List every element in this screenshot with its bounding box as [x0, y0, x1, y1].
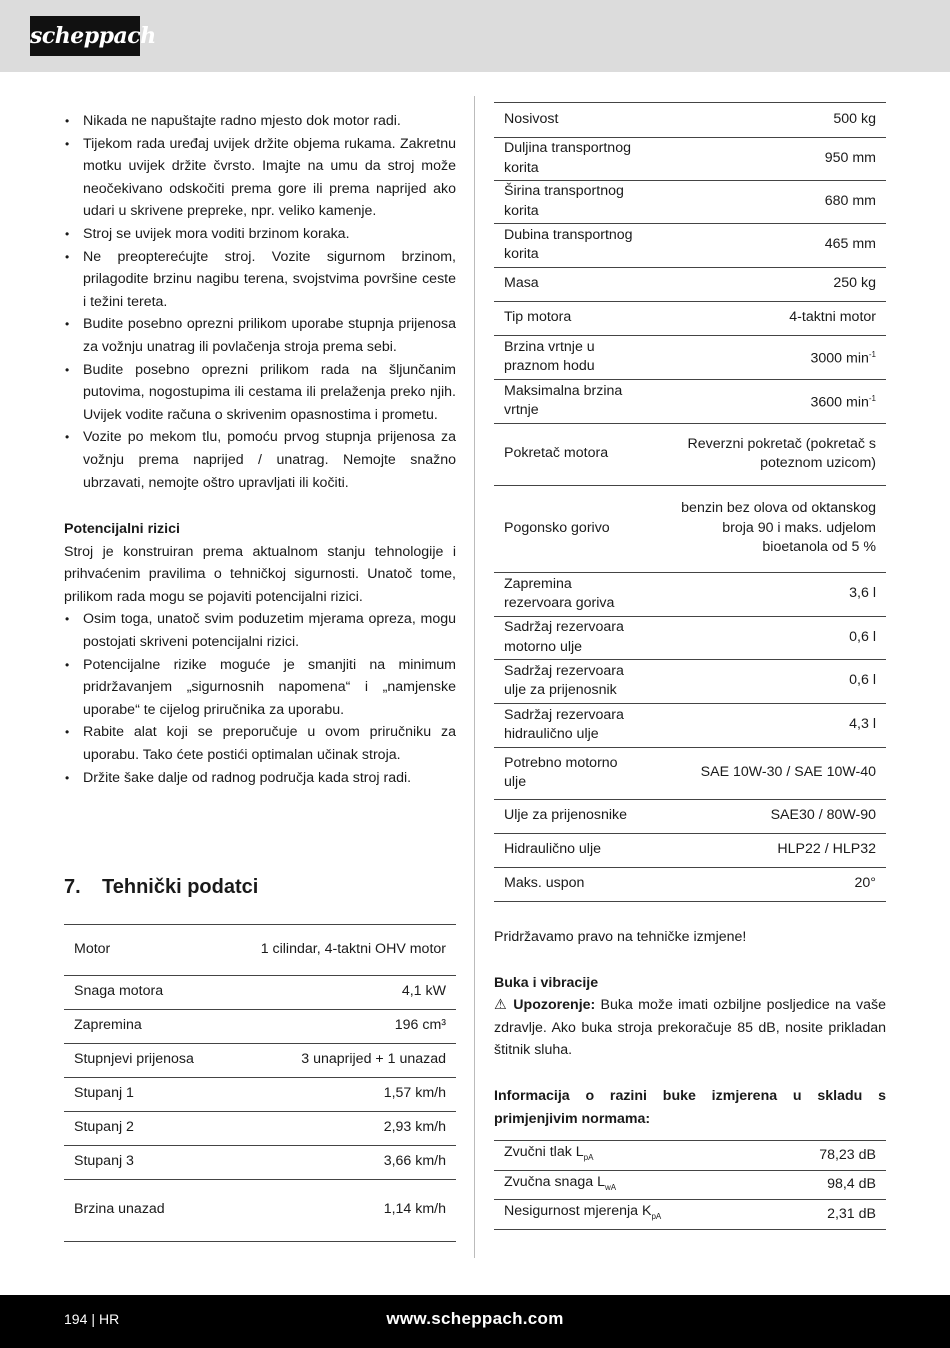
spec-label: Hidraulično ulje — [494, 833, 649, 867]
spec-value — [649, 833, 886, 867]
spec-row — [494, 659, 886, 703]
noise-row — [494, 1200, 886, 1230]
spec-row — [494, 572, 886, 616]
spec-value-text: 4-taktni motor — [789, 309, 876, 326]
page-separator: | — [91, 1311, 95, 1327]
spec-label: Sadržaj rezervoara motorno ulje — [494, 616, 649, 659]
noise-row — [494, 1141, 886, 1171]
spec-value-text: 2,93 km/h — [383, 1119, 446, 1136]
spec-value — [218, 1179, 456, 1241]
spec-value — [649, 659, 886, 703]
spec-value — [649, 703, 886, 747]
tech-table-left — [64, 924, 456, 1242]
spec-row — [494, 335, 886, 379]
noise-label — [494, 1141, 767, 1171]
noise-subscript: wA — [604, 1182, 617, 1192]
spec-label: Maksimalna brzina vrtnje — [494, 379, 649, 423]
spec-label: Zapremina rezervoara goriva — [494, 572, 649, 616]
spec-label: Stupnjevi prijenosa — [64, 1043, 218, 1077]
spec-row — [64, 1179, 456, 1241]
spec-value — [649, 616, 886, 659]
spec-value-text: 0,6 l — [849, 672, 876, 689]
spec-row — [494, 703, 886, 747]
noise-value: 2,31 dB — [767, 1200, 886, 1230]
spec-value-text: 950 mm — [824, 149, 876, 166]
website-link[interactable]: www.scheppach.com — [386, 1309, 564, 1328]
tech-table-right — [494, 102, 886, 902]
spec-value — [649, 379, 886, 423]
noise-row — [494, 1170, 886, 1200]
spec-value — [218, 1077, 456, 1111]
spec-label: Ulje za prijenosnike — [494, 799, 649, 833]
noise-subscript: pA — [651, 1212, 662, 1222]
unit-superscript: -1 — [868, 393, 876, 403]
spec-row — [64, 925, 456, 975]
warning-label: Upozorenje: — [513, 997, 596, 1014]
section-heading — [64, 876, 258, 899]
spec-value-text: 3,66 km/h — [383, 1153, 446, 1170]
bullet-item: • Budite posebno oprezni prilikom rada na šljunčanim putovima, nogostupima ili cestama ili prelaženja preko njih. Uvijek vodite računa o skrivenim opasnostima i prometu. — [64, 359, 456, 427]
spec-value — [649, 799, 886, 833]
warning-icon: ⚠ — [494, 997, 509, 1014]
spec-label: Pogonsko gorivo — [494, 485, 649, 572]
spec-value-text: 1,57 km/h — [383, 1085, 446, 1102]
spec-label: Brzina unazad — [64, 1179, 218, 1241]
spec-value-text: 4,1 kW — [401, 983, 446, 1000]
spec-label: Masa — [494, 267, 649, 301]
spec-value-text: 196 cm³ — [394, 1017, 446, 1034]
bullet-item: • Nikada ne napuštajte radno mjesto dok motor radi. — [64, 110, 456, 133]
spec-row — [494, 180, 886, 223]
spec-value-text: HLP22 / HLP32 — [777, 841, 876, 858]
noise-label — [494, 1170, 767, 1200]
spec-row — [494, 747, 886, 799]
spec-label: Zapremina — [64, 1009, 218, 1043]
risks-intro: Stroj je konstruiran prema aktualnom stanju tehnologije i prihvaćenim pravilima o tehničkoj sigurnosti. Unatoč tome, prilikom rada mogu se pojaviti potencijalni rizici. — [64, 543, 456, 605]
spec-label: Širina transportnog korita — [494, 180, 649, 223]
risks-bullet-list — [64, 608, 456, 789]
spec-value — [649, 485, 886, 572]
spec-label: Brzina vrtnje u praznom hodu — [494, 335, 649, 379]
noise-table — [494, 1140, 886, 1230]
spec-value-text: 20° — [854, 875, 876, 892]
spec-row — [64, 1111, 456, 1145]
spec-label: Nosivost — [494, 103, 649, 137]
spec-label: Maks. uspon — [494, 867, 649, 901]
spec-value-text: 4,3 l — [849, 716, 876, 733]
left-column — [64, 110, 456, 789]
spec-value — [218, 1043, 456, 1077]
spec-label: Tip motora — [494, 301, 649, 335]
spec-row — [494, 799, 886, 833]
spec-value-text: 500 kg — [833, 111, 876, 127]
spec-label: Sadržaj rezervoara ulje za prijenosnik — [494, 659, 649, 703]
spec-value-text: 1 cilindar, 4-taktni OHV motor — [260, 941, 446, 957]
spec-value — [218, 1111, 456, 1145]
spec-row — [494, 301, 886, 335]
spec-value — [649, 267, 886, 301]
spec-value-text: 3 unaprijed + 1 unazad — [301, 1051, 446, 1068]
spec-label: Motor — [64, 925, 218, 975]
spec-value-text: 465 mm — [824, 236, 876, 253]
spec-value-text: 680 mm — [824, 192, 876, 209]
bullet-item: • Tijekom rada uređaj uvijek držite objema rukama. Zakretnu motku uvijek držite čvrsto. Imajte na umu da stroj može neočekivano odskočiti prema gore ili prema naprijed ako udari u skrivene prepreke, npr. veliko kamenje. — [64, 133, 456, 223]
bullet-item: • Stroj se uvijek mora voditi brzinom koraka. — [64, 223, 456, 246]
spec-value — [649, 137, 886, 180]
spec-value — [649, 867, 886, 901]
spec-value — [649, 223, 886, 267]
spec-value-text: 0,6 l — [849, 628, 876, 645]
bullet-item: • Ne preopterećujte stroj. Vozite sigurnom brzinom, prilagodite brzinu nagibu terena, svojstvima površine ceste i težini tereta. — [64, 246, 456, 314]
spec-row — [494, 223, 886, 267]
warning-text: Buka može imati ozbiljne posljedice na vaše zdravlje. Ako buka stroja prekoračuje 85 dB, nosite prikladan štitnik sluha. — [494, 997, 886, 1059]
noise-value: 78,23 dB — [767, 1141, 886, 1171]
spec-label: Stupanj 2 — [64, 1111, 218, 1145]
spec-value-text: SAE30 / 80W-90 — [770, 807, 876, 824]
footer-bar — [0, 1295, 950, 1348]
spec-row — [64, 1145, 456, 1179]
section-title: Tehnički podatci — [102, 876, 259, 898]
right-notes — [494, 926, 886, 1230]
spec-label: Stupanj 1 — [64, 1077, 218, 1111]
noise-value: 98,4 dB — [767, 1170, 886, 1200]
spec-row — [494, 423, 886, 485]
spec-value-text: 3,6 l — [849, 585, 876, 602]
spec-label: Dubina transportnog korita — [494, 223, 649, 267]
spec-row — [494, 103, 886, 137]
spec-row — [64, 1043, 456, 1077]
bullet-item: • Držite šake dalje od radnog područja kada stroj radi. — [64, 767, 456, 790]
spec-row — [494, 267, 886, 301]
noise-label-text: Nesigurnost mjerenja K — [504, 1203, 652, 1220]
header-bar — [0, 0, 950, 72]
spec-value — [218, 925, 456, 975]
scheppach-logo: scheppach — [30, 16, 140, 56]
safety-bullet-list — [64, 110, 456, 494]
spec-value — [218, 1145, 456, 1179]
spec-value — [218, 975, 456, 1009]
spec-value — [649, 103, 886, 137]
spec-value — [649, 423, 886, 485]
language-code: HR — [99, 1311, 120, 1327]
spec-label: Pokretač motora — [494, 423, 649, 485]
spec-value-text: 250 kg — [833, 275, 876, 292]
bullet-item: • Osim toga, unatoč svim poduzetim mjerama opreza, mogu postojati skriveni potencijalni rizici. — [64, 608, 456, 653]
column-divider — [474, 96, 475, 1258]
spec-label: Potrebno motorno ulje — [494, 747, 649, 799]
spec-value — [649, 335, 886, 379]
noise-label — [494, 1200, 767, 1230]
spec-value-text: 3600 min — [810, 394, 869, 411]
bullet-item: • Budite posebno oprezni prilikom uporabe stupnja prijenosa za vožnju unatrag ili povlačenja stroja prema sebi. — [64, 313, 456, 358]
spec-row — [494, 833, 886, 867]
spec-row — [64, 1009, 456, 1043]
spec-row — [494, 379, 886, 423]
spec-value-text: SAE 10W-30 / SAE 10W-40 — [700, 764, 876, 781]
noise-subscript: pA — [583, 1153, 594, 1163]
spec-label: Stupanj 3 — [64, 1145, 218, 1179]
noise-heading: Buka i vibracije — [494, 974, 599, 991]
info-heading: Informacija o razini buke izmjerena u skladu s primjenjivim normama: — [494, 1087, 886, 1127]
spec-row — [64, 1077, 456, 1111]
warning-paragraph — [494, 994, 886, 1062]
spec-value — [649, 747, 886, 799]
bullet-item: • Vozite po mekom tlu, pomoću prvog stupnja prijenosa za vožnju prema naprijed / unatrag. Nemojte snažno ubrzavati, nemojte oštro upravljati ili kočiti. — [64, 426, 456, 494]
spec-row — [494, 867, 886, 901]
bullet-item: • Potencijalne rizike moguće je smanjiti na minimum pridržavanjem „sigurnosnih napomena“ i „namjenske uporabe“ te cijelog priručnika za uporabu. — [64, 654, 456, 722]
spec-label: Sadržaj rezervoara hidraulično ulje — [494, 703, 649, 747]
spec-row — [494, 485, 886, 572]
noise-label-text: Zvučna snaga L — [504, 1173, 605, 1190]
section-number: 7. — [64, 876, 81, 898]
spec-row — [494, 137, 886, 180]
unit-superscript: -1 — [868, 349, 876, 359]
spec-value-text: Reverzni pokretač (pokretač s poteznom uzicom) — [687, 435, 876, 471]
spec-value-text: benzin bez olova od oktanskog broja 90 i maks. udjelom bioetanola od 5 % — [681, 500, 876, 556]
spec-row — [64, 975, 456, 1009]
spec-value-text: 3000 min — [810, 350, 869, 367]
spec-value-text: 1,14 km/h — [383, 1201, 446, 1218]
risks-heading: Potencijalni rizici — [64, 521, 180, 538]
spec-value — [649, 301, 886, 335]
spec-row — [494, 616, 886, 659]
spec-label: Snaga motora — [64, 975, 218, 1009]
spec-label: Duljina transportnog korita — [494, 137, 649, 180]
spec-value — [649, 180, 886, 223]
spec-value — [218, 1009, 456, 1043]
page-number: 194 — [64, 1311, 88, 1327]
bullet-item: • Rabite alat koji se preporučuje u ovom priručniku za uporabu. Tako ćete postići optimalan učinak stroja. — [64, 721, 456, 766]
reserve-note: Pridržavamo pravo na tehničke izmjene! — [494, 929, 747, 945]
spec-value — [649, 572, 886, 616]
noise-label-text: Zvučni tlak L — [504, 1144, 584, 1161]
